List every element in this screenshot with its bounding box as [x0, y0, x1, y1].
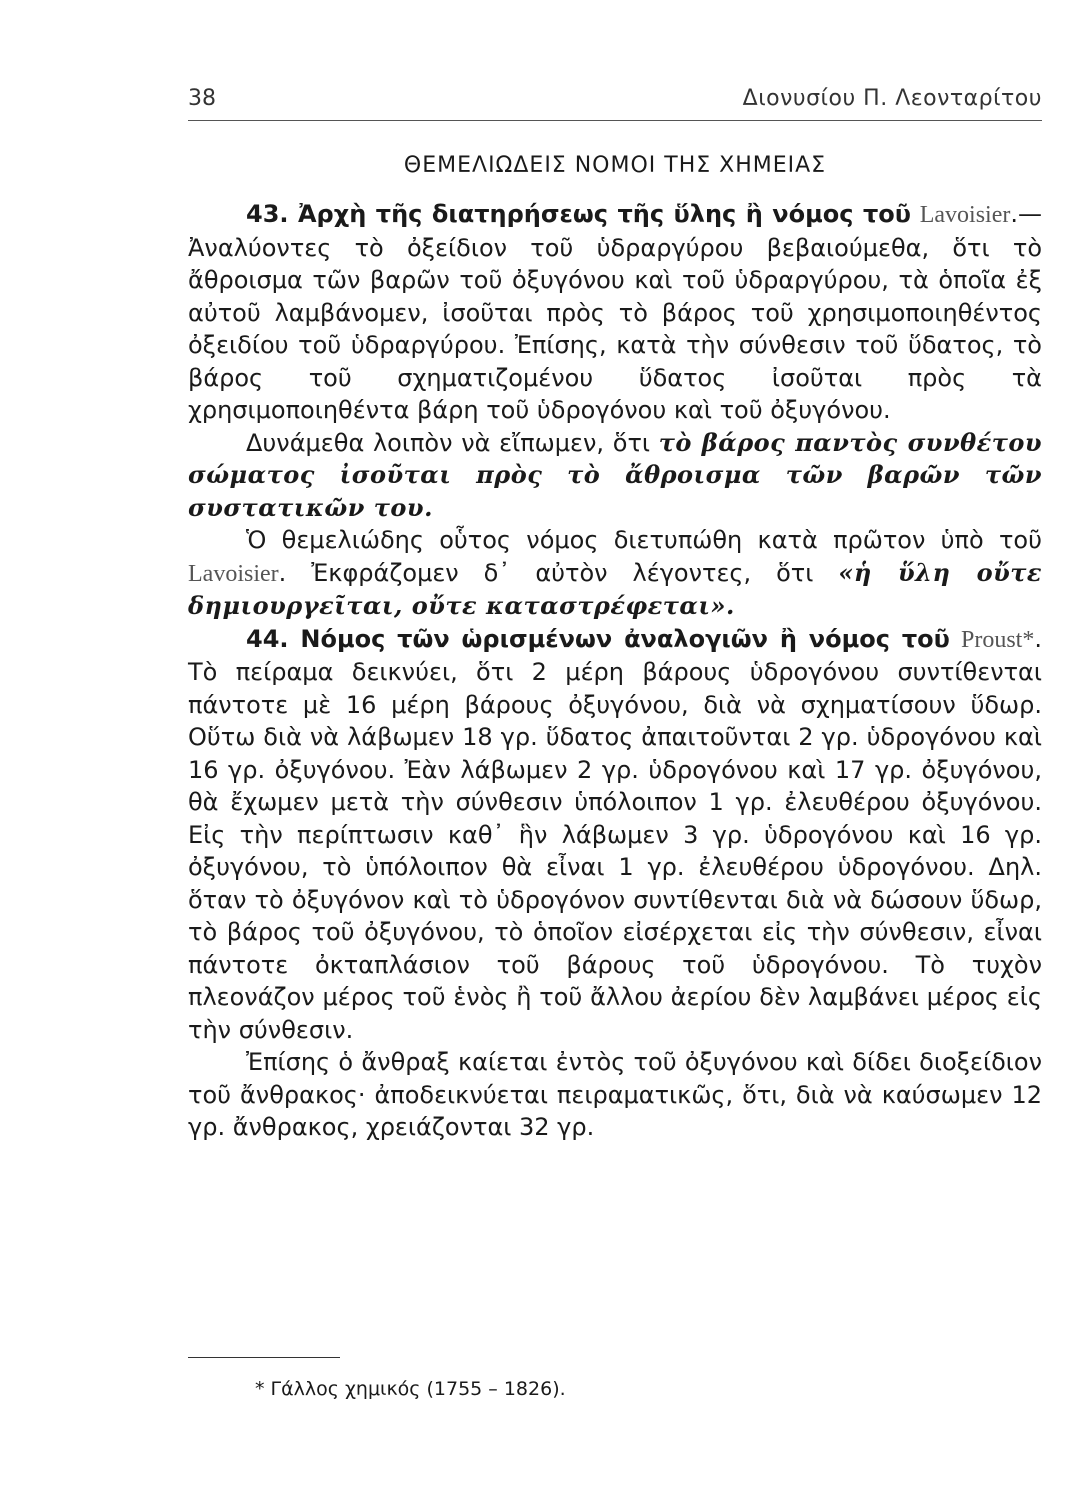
running-header: [188, 80, 1042, 120]
body-text: [188, 198, 1042, 1144]
paragraph-carbon-text: Ἐπίσης ὁ ἄνθραξ καίεται ἐντὸς τοῦ ὀξυγόνου καὶ δίδει διοξείδιον τοῦ ἄνθρακος· ἀποδεικνύεται πειραματικῶς, ὅτι, διὰ νὰ καύσωμεν 12 γρ. ἄνθρακος, χρειάζονται 32 γρ.: [188, 1048, 1042, 1141]
section-title: ΘΕΜΕΛΙΩΔΕΙΣ ΝΟΜΟΙ ΤΗΣ ΧΗΜΕΙΑΣ: [403, 153, 827, 178]
heading-43: 43. Ἀρχὴ τῆς διατηρήσεως τῆς ὕλης ἢ νόμος τοῦ: [246, 200, 911, 228]
paragraph-44-text: . Τὸ πείραμα δεικνύει, ὅτι 2 μέρη βάρους ὑδρογόνου συντίθενται πάντοτε μὲ 16 μέρη βάρους ὀξυγόνου, διὰ νὰ σχηματίσουν ὕδωρ. Οὕτω διὰ νὰ λάβωμεν 18 γρ. ὕδατος ἀπαιτοῦνται 2 γρ. ὑδρογόνου καὶ 16 γρ. ὀξυγόνου. Ἐὰν λάβωμεν 2 γρ. ὑδρογόνου καὶ 17 γρ. ὀξυγόνου, θὰ ἔχωμεν μετὰ τὴν σύνθεσιν ὑπόλοιπον 1 γρ. ἐλευθέρου ὀξυγόνου. Εἰς τὴν περίπτωσιν καθ᾽ ἣν λάβωμεν 3 γρ. ὑδρογόνου καὶ 16 γρ. ὀξυγόνου, τὸ ὑπόλοιπον θὰ εἶναι 1 γρ. ἐλευθέρου ὑδρογόνου. Δηλ. ὅταν τὸ ὀξυγόνον καὶ τὸ ὑδρογόνον συντίθενται διὰ νὰ δώσουν ὕδωρ, τὸ βάρος τοῦ ὀξυγόνου, τὸ ὁποῖον εἰσέρχεται εἰς τὴν σύνθεσιν, εἶναι πάντοτε ὀκταπλάσιον τοῦ βάρους τοῦ ὑδρογόνου. Τὸ τυχὸν πλεονάζον μέρος τοῦ ἑνὸς ἢ τοῦ ἄλλου ἀερίου δὲν λαμβάνει μέρος εἰς τὴν σύνθεσιν.: [188, 624, 1042, 1044]
page-number: 38: [188, 86, 216, 111]
header-divider: [188, 120, 1042, 121]
name-proust: Proust*: [961, 626, 1035, 653]
footnote-divider: [188, 1357, 340, 1358]
paragraph-44: [188, 623, 1042, 1047]
law-intro: Δυνάμεθα λοιπὸν νὰ εἴπωμεν, ὅτι: [246, 428, 659, 457]
paragraph-carbon: [188, 1046, 1042, 1144]
name-lavoisier: Lavoisier: [919, 202, 1011, 228]
lavoisier-text-1: Ὁ θεμελιώδης οὗτος νόμος διετυπώθη κατὰ πρῶτον ὑπὸ τοῦ: [246, 526, 1042, 554]
lavoisier-text-2: . Ἐκφράζομεν δ᾽ αὐτὸν λέγοντες, ὅτι: [278, 558, 839, 587]
paragraph-law-statement: [188, 427, 1042, 525]
running-head-author: Διονυσίου Π. Λεονταρίτου: [742, 86, 1042, 111]
name-lavoisier-2: Lavoisier: [188, 560, 279, 587]
footnote: * Γάλλος χημικός (1755 – 1826).: [255, 1378, 566, 1400]
heading-44: 44. Νόμος τῶν ὡρισμένων ἀναλογιῶν ἢ νόμος τοῦ: [246, 624, 950, 653]
paragraph-lavoisier: [188, 524, 1042, 623]
paragraph-43-text: .— Ἀναλύοντες τὸ ὀξείδιον τοῦ ὑδραργύρου βεβαιούμεθα, ὅτι τὸ ἄθροισμα τῶν βαρῶν τοῦ ὀξυγόνου καὶ τοῦ ὑδραργύρου, τὰ ὁποῖα ἐξ αὐτοῦ λαμβάνομεν, ἰσοῦται πρὸς τὸ βάρος τοῦ χρησιμοποιηθέντος ὀξειδίου τοῦ ὑδραργύρου. Ἐπίσης, κατὰ τὴν σύνθεσιν τοῦ ὕδατος, τὸ βάρος τοῦ σχηματιζομένου ὕδατος ἰσοῦται πρὸς τὰ χρησιμοποιηθέντα βάρη τοῦ ὑδρογόνου καὶ τοῦ ὀξυγόνου.: [188, 200, 1042, 424]
paragraph-43: [188, 198, 1042, 427]
lavoisier-quote: «ἡ ὕλη οὔτε δημιουργεῖται, οὔτε καταστρέφεται».: [188, 557, 1042, 620]
law-statement: τὸ βάρος παντὸς συνθέτου σώματος ἰσοῦται πρὸς τὸ ἄθροισμα τῶν βαρῶν τῶν συστατικῶν του.: [188, 427, 1042, 522]
